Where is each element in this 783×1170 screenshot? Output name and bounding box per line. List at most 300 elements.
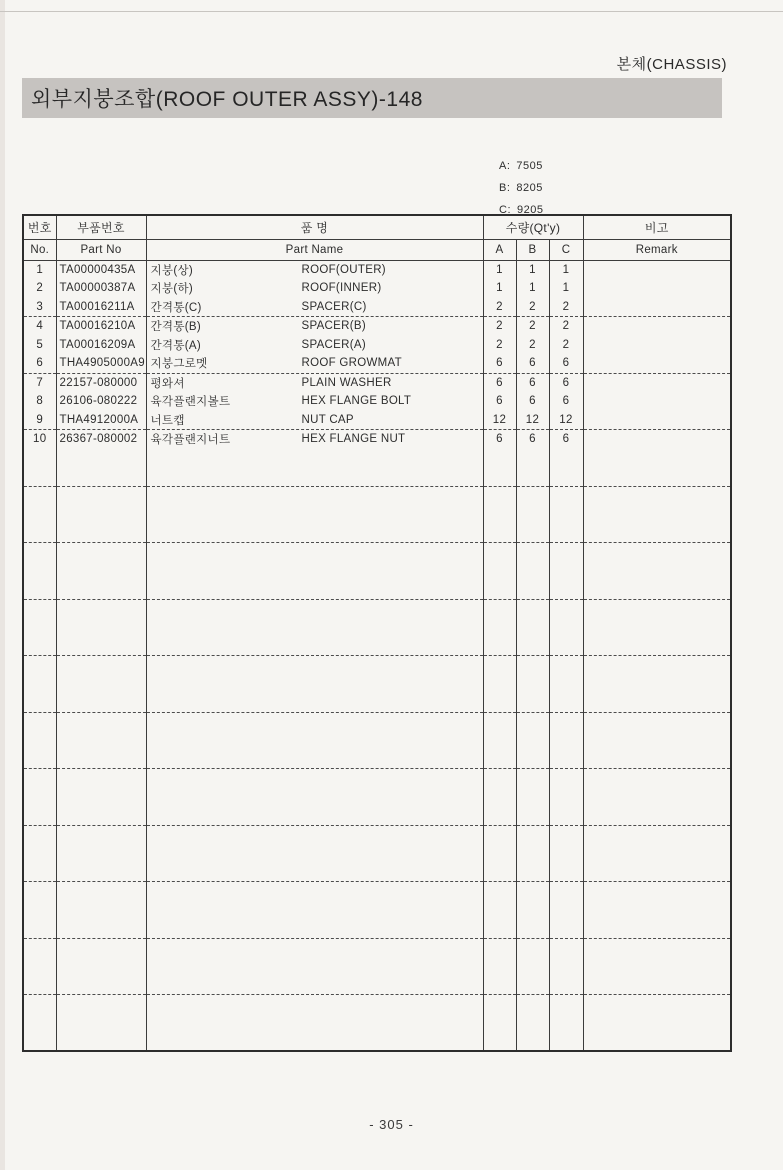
table-row — [23, 844, 731, 863]
qty-b: 2 — [516, 317, 549, 336]
qty-a — [483, 1033, 516, 1052]
part-no — [56, 957, 146, 976]
row-group — [23, 599, 731, 656]
row-no — [23, 637, 56, 656]
part-no — [56, 806, 146, 825]
part-name — [146, 335, 483, 354]
remark — [583, 863, 731, 882]
qty-b — [516, 505, 549, 524]
row-no — [23, 467, 56, 486]
qty-c — [549, 562, 583, 581]
qty-b — [516, 976, 549, 995]
qty-c — [549, 505, 583, 524]
qty-c — [549, 637, 583, 656]
qty-a: 1 — [483, 279, 516, 298]
remark — [583, 844, 731, 863]
row-no — [23, 580, 56, 599]
part-name-kr: 육각플랜지볼트 — [150, 396, 231, 409]
part-no — [56, 618, 146, 637]
table-row — [23, 693, 731, 712]
part-name — [146, 882, 483, 901]
part-no — [56, 486, 146, 505]
part-no — [56, 1033, 146, 1052]
part-no — [56, 448, 146, 467]
table-row — [23, 656, 731, 675]
part-no — [56, 675, 146, 694]
qty-b — [516, 562, 549, 581]
qty-b — [516, 863, 549, 882]
remark — [583, 524, 731, 543]
qty-a — [483, 882, 516, 901]
table-row — [23, 392, 731, 411]
part-name — [146, 675, 483, 694]
row-group — [23, 938, 731, 995]
remark — [583, 806, 731, 825]
qty-b — [516, 901, 549, 920]
remark — [583, 675, 731, 694]
part-no: TA00000387A — [56, 279, 146, 298]
part-no — [56, 995, 146, 1014]
row-no — [23, 806, 56, 825]
remark — [583, 825, 731, 844]
part-name-en: NUT CAP — [301, 413, 354, 426]
table-row — [23, 448, 731, 467]
qty-b: 6 — [516, 373, 549, 392]
table-row — [23, 957, 731, 976]
remark — [583, 298, 731, 317]
table-row — [23, 486, 731, 505]
part-no — [56, 788, 146, 807]
qty-c: 12 — [549, 411, 583, 430]
part-name — [146, 430, 483, 449]
table-row — [23, 354, 731, 373]
qty-b — [516, 957, 549, 976]
scan-edge-line — [0, 11, 783, 12]
row-group — [23, 260, 731, 317]
part-name — [146, 580, 483, 599]
remark — [583, 562, 731, 581]
part-name-en: SPACER(B) — [301, 320, 366, 333]
row-no: 8 — [23, 392, 56, 411]
remark — [583, 882, 731, 901]
part-no — [56, 844, 146, 863]
qty-a — [483, 448, 516, 467]
remark — [583, 467, 731, 486]
row-no — [23, 486, 56, 505]
qty-a — [483, 806, 516, 825]
row-no — [23, 562, 56, 581]
row-no: 7 — [23, 373, 56, 392]
part-name-kr: 간격통(B) — [150, 321, 201, 334]
part-name — [146, 976, 483, 995]
part-no — [56, 901, 146, 920]
table-row — [23, 279, 731, 298]
qty-a — [483, 712, 516, 731]
remark — [583, 335, 731, 354]
part-no — [56, 524, 146, 543]
table-row — [23, 562, 731, 581]
table-row — [23, 712, 731, 731]
part-no: TA00016210A — [56, 317, 146, 336]
qty-a — [483, 599, 516, 618]
remark — [583, 599, 731, 618]
part-name — [146, 957, 483, 976]
row-no — [23, 599, 56, 618]
qty-b — [516, 731, 549, 750]
table-row — [23, 599, 731, 618]
row-no — [23, 693, 56, 712]
table-row — [23, 260, 731, 279]
qty-a — [483, 656, 516, 675]
row-group — [23, 656, 731, 713]
table-row — [23, 938, 731, 957]
part-no: 22157-080000 — [56, 373, 146, 392]
part-no: THA4905000A9 — [56, 354, 146, 373]
row-group — [23, 995, 731, 1052]
part-name — [146, 599, 483, 618]
part-name-en: ROOF(INNER) — [301, 282, 382, 295]
part-name — [146, 938, 483, 957]
qty-a — [483, 637, 516, 656]
qty-b — [516, 656, 549, 675]
qty-b — [516, 543, 549, 562]
part-name-kr: 지붕(하) — [150, 283, 193, 296]
remark — [583, 448, 731, 467]
row-no — [23, 675, 56, 694]
row-no: 5 — [23, 335, 56, 354]
part-name — [146, 920, 483, 939]
qty-a — [483, 524, 516, 543]
header-no-kr: 번호 — [23, 215, 56, 239]
row-no: 6 — [23, 354, 56, 373]
qty-a — [483, 693, 516, 712]
qty-b — [516, 693, 549, 712]
qty-c — [549, 1014, 583, 1033]
part-name — [146, 524, 483, 543]
qty-c — [549, 656, 583, 675]
table-row — [23, 731, 731, 750]
qty-c — [549, 750, 583, 769]
table-row — [23, 543, 731, 562]
part-no — [56, 656, 146, 675]
part-name — [146, 712, 483, 731]
qty-c — [549, 920, 583, 939]
remark — [583, 373, 731, 392]
qty-a — [483, 580, 516, 599]
qty-c: 2 — [549, 298, 583, 317]
variant-value: 8205 — [516, 182, 543, 194]
part-name — [146, 788, 483, 807]
row-no — [23, 524, 56, 543]
row-no — [23, 543, 56, 562]
qty-a — [483, 486, 516, 505]
qty-c — [549, 618, 583, 637]
remark — [583, 1033, 731, 1052]
header-qty-c: C — [549, 239, 583, 260]
remark — [583, 712, 731, 731]
table-row — [23, 580, 731, 599]
qty-c — [549, 467, 583, 486]
part-no — [56, 580, 146, 599]
part-no — [56, 505, 146, 524]
qty-c — [549, 882, 583, 901]
part-no — [56, 599, 146, 618]
qty-c: 2 — [549, 317, 583, 336]
part-name — [146, 1014, 483, 1033]
header-part-name-en: Part Name — [146, 239, 483, 260]
qty-b — [516, 995, 549, 1014]
qty-b — [516, 618, 549, 637]
row-no — [23, 656, 56, 675]
table-row — [23, 750, 731, 769]
qty-b — [516, 938, 549, 957]
row-group — [23, 317, 731, 374]
row-no — [23, 938, 56, 957]
table-row — [23, 524, 731, 543]
part-name-en: ROOF(OUTER) — [301, 263, 386, 276]
part-name — [146, 562, 483, 581]
table-row — [23, 430, 731, 449]
part-name — [146, 448, 483, 467]
qty-a — [483, 618, 516, 637]
part-no — [56, 882, 146, 901]
row-group — [23, 769, 731, 826]
qty-b: 6 — [516, 430, 549, 449]
part-name-kr: 지붕(상) — [150, 264, 193, 277]
qty-c — [549, 543, 583, 562]
part-name — [146, 317, 483, 336]
remark — [583, 411, 731, 430]
qty-a: 6 — [483, 430, 516, 449]
table-row — [23, 1033, 731, 1052]
row-no — [23, 976, 56, 995]
qty-b: 6 — [516, 392, 549, 411]
row-no — [23, 901, 56, 920]
qty-c — [549, 580, 583, 599]
part-no — [56, 693, 146, 712]
remark — [583, 769, 731, 788]
qty-b: 2 — [516, 335, 549, 354]
part-no: THA4912000A — [56, 411, 146, 430]
remark — [583, 543, 731, 562]
header-part-name-kr: 품 명 — [146, 215, 483, 239]
row-no — [23, 957, 56, 976]
qty-a — [483, 976, 516, 995]
part-no — [56, 769, 146, 788]
part-no: TA00000435A — [56, 260, 146, 279]
qty-c — [549, 995, 583, 1014]
row-no — [23, 750, 56, 769]
remark — [583, 317, 731, 336]
table-row — [23, 467, 731, 486]
qty-b — [516, 769, 549, 788]
table-row — [23, 863, 731, 882]
part-name — [146, 656, 483, 675]
remark — [583, 354, 731, 373]
table-row — [23, 618, 731, 637]
page-number: - 305 - — [369, 1117, 414, 1132]
part-name — [146, 863, 483, 882]
qty-a — [483, 543, 516, 562]
row-no — [23, 995, 56, 1014]
scan-edge-strip — [0, 0, 5, 1170]
qty-a — [483, 1014, 516, 1033]
part-no — [56, 467, 146, 486]
qty-b — [516, 637, 549, 656]
qty-c — [549, 524, 583, 543]
part-name-en: ROOF GROWMAT — [301, 357, 402, 370]
table-row — [23, 298, 731, 317]
qty-b — [516, 712, 549, 731]
qty-b — [516, 788, 549, 807]
part-name — [146, 1033, 483, 1052]
qty-a: 6 — [483, 392, 516, 411]
qty-c: 6 — [549, 373, 583, 392]
remark — [583, 995, 731, 1014]
variant-value: 7505 — [516, 160, 543, 172]
row-group — [23, 486, 731, 543]
remark — [583, 260, 731, 279]
qty-b — [516, 750, 549, 769]
qty-a — [483, 505, 516, 524]
part-no — [56, 938, 146, 957]
part-name-kr: 평와셔 — [150, 377, 185, 390]
part-name — [146, 769, 483, 788]
qty-c — [549, 788, 583, 807]
part-name-en: SPACER(C) — [301, 300, 367, 313]
part-name — [146, 806, 483, 825]
part-name-en: HEX FLANGE BOLT — [301, 395, 412, 408]
qty-c — [549, 693, 583, 712]
qty-a: 2 — [483, 317, 516, 336]
qty-a — [483, 863, 516, 882]
qty-c — [549, 769, 583, 788]
qty-b — [516, 524, 549, 543]
header-remark-en: Remark — [583, 239, 731, 260]
row-no — [23, 844, 56, 863]
qty-c — [549, 712, 583, 731]
part-name — [146, 844, 483, 863]
qty-c: 6 — [549, 354, 583, 373]
remark — [583, 486, 731, 505]
qty-b — [516, 1014, 549, 1033]
qty-a: 6 — [483, 354, 516, 373]
part-name-kr: 간격통(A) — [150, 339, 201, 352]
part-no — [56, 920, 146, 939]
table-row — [23, 920, 731, 939]
part-name — [146, 392, 483, 411]
row-no — [23, 769, 56, 788]
variant-code-b — [499, 177, 543, 199]
part-name — [146, 750, 483, 769]
remark — [583, 580, 731, 599]
table-row — [23, 788, 731, 807]
qty-b: 2 — [516, 298, 549, 317]
qty-b: 1 — [516, 279, 549, 298]
qty-c — [549, 731, 583, 750]
qty-a: 2 — [483, 335, 516, 354]
part-no: 26106-080222 — [56, 392, 146, 411]
row-no — [23, 448, 56, 467]
qty-b: 1 — [516, 260, 549, 279]
part-name — [146, 637, 483, 656]
parts-table — [22, 214, 732, 1052]
qty-c — [549, 448, 583, 467]
row-group — [23, 825, 731, 882]
qty-c — [549, 599, 583, 618]
table-row — [23, 825, 731, 844]
qty-a — [483, 731, 516, 750]
part-no — [56, 1014, 146, 1033]
remark — [583, 637, 731, 656]
part-no — [56, 750, 146, 769]
part-no: 26367-080002 — [56, 430, 146, 449]
row-no — [23, 731, 56, 750]
part-name-en: HEX FLANGE NUT — [301, 433, 406, 446]
part-name-en: PLAIN WASHER — [301, 376, 392, 389]
qty-b — [516, 806, 549, 825]
table-row — [23, 675, 731, 694]
row-no — [23, 882, 56, 901]
row-group — [23, 430, 731, 487]
row-no — [23, 1014, 56, 1033]
part-name — [146, 995, 483, 1014]
remark — [583, 938, 731, 957]
part-name-kr: 너트캡 — [150, 414, 185, 427]
qty-a — [483, 995, 516, 1014]
qty-c — [549, 806, 583, 825]
qty-b: 12 — [516, 411, 549, 430]
part-name — [146, 901, 483, 920]
qty-c — [549, 486, 583, 505]
remark — [583, 901, 731, 920]
remark — [583, 788, 731, 807]
part-name — [146, 373, 483, 392]
qty-a — [483, 825, 516, 844]
row-no — [23, 1033, 56, 1052]
qty-b — [516, 675, 549, 694]
part-name-kr: 지붕그로멧 — [150, 358, 208, 371]
qty-c: 2 — [549, 335, 583, 354]
variant-code-a — [499, 155, 543, 177]
qty-b — [516, 599, 549, 618]
part-name — [146, 731, 483, 750]
table-row — [23, 769, 731, 788]
part-name — [146, 279, 483, 298]
part-no — [56, 637, 146, 656]
table-row — [23, 317, 731, 336]
part-name — [146, 486, 483, 505]
qty-a: 12 — [483, 411, 516, 430]
qty-a: 6 — [483, 373, 516, 392]
part-name — [146, 411, 483, 430]
part-name — [146, 693, 483, 712]
part-name — [146, 825, 483, 844]
part-name — [146, 298, 483, 317]
qty-b — [516, 882, 549, 901]
qty-b — [516, 825, 549, 844]
row-no — [23, 618, 56, 637]
part-no — [56, 731, 146, 750]
part-no — [56, 825, 146, 844]
remark — [583, 430, 731, 449]
qty-c — [549, 976, 583, 995]
row-no: 10 — [23, 430, 56, 449]
table-row — [23, 901, 731, 920]
part-no: TA00016209A — [56, 335, 146, 354]
remark — [583, 505, 731, 524]
qty-a — [483, 957, 516, 976]
